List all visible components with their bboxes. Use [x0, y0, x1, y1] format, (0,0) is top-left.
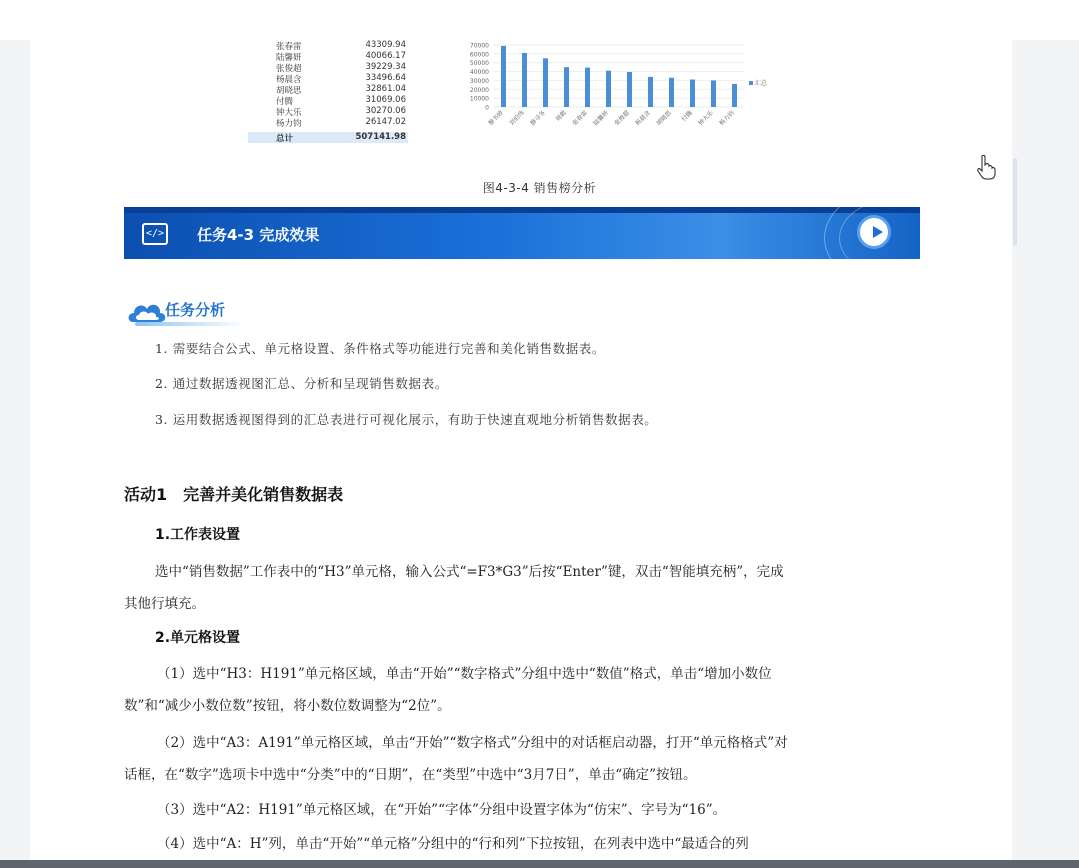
bar — [711, 80, 716, 107]
y-tick-label: 50000 — [469, 60, 489, 68]
table-row — [248, 62, 408, 73]
table-cell-name: 付腾 — [276, 97, 294, 107]
y-tick-label: 0 — [485, 104, 489, 112]
y-tick-label: 20000 — [469, 86, 489, 94]
table-total-row — [248, 132, 408, 143]
bar — [627, 72, 632, 107]
table-cell-value: 26147.02 — [365, 117, 406, 127]
bar — [585, 68, 590, 107]
activity-heading: 活动1 完善并美化销售数据表 — [124, 485, 344, 504]
table-cell-name: 杨力钧 — [276, 119, 302, 129]
paragraph-line: 话框，在“数字”选项卡中选中“分类”中的“日期”，在“类型”中选中“3月7日”，单击“确定”按钮。 — [124, 767, 697, 783]
x-tick-label: 杨晨含 — [634, 109, 652, 128]
y-tick-label: 40000 — [469, 69, 489, 77]
bar — [690, 80, 695, 107]
viewer-top-bar — [0, 0, 1079, 40]
bar — [606, 71, 611, 107]
subheading: 2.单元格设置 — [155, 630, 241, 646]
table-cell-value: 40066.17 — [365, 51, 406, 61]
bar — [669, 78, 674, 107]
table-row — [248, 51, 408, 62]
hand-cursor-icon — [976, 154, 996, 180]
bar — [564, 67, 569, 107]
paragraph-line: （2）选中“A3：A191”单元格区域，单击“开始”“数字格式”分组中的对话框启动器，打开“单元格格式”对 — [157, 735, 788, 751]
code-icon: </> — [142, 223, 168, 245]
x-tick-label: 黎书婷 — [487, 109, 505, 128]
table-cell-name: 钟大乐 — [276, 108, 302, 118]
bar — [522, 53, 527, 107]
paragraph-line: 其他行填充。 — [124, 596, 205, 612]
play-button[interactable] — [857, 215, 891, 249]
y-tick-label: 70000 — [469, 42, 489, 50]
section-banner — [124, 207, 920, 259]
bar — [543, 58, 548, 107]
play-icon — [873, 226, 883, 238]
task-analysis-item: 1. 需要结合公式、单元格设置、条件格式等功能进行完善和美化销售数据表。 — [155, 341, 606, 356]
header-underline — [135, 322, 245, 326]
table-row — [248, 106, 408, 117]
x-tick-label: 刘伯伟 — [508, 109, 526, 128]
paragraph-line: 数”和“减少小数位数”按钮，将小数位数调整为“2位”。 — [124, 698, 451, 714]
x-tick-label: 杨力钧 — [718, 109, 736, 128]
x-tick-label: 静寻冬 — [529, 109, 547, 128]
scrollbar-thumb[interactable] — [1013, 158, 1017, 246]
banner-top-stripe — [124, 207, 920, 213]
x-tick-label: 张俊超 — [613, 109, 631, 128]
x-tick-label: 付腾 — [680, 109, 694, 123]
y-tick-label: 10000 — [469, 95, 489, 103]
y-tick-label: 60000 — [469, 51, 489, 59]
bar — [501, 46, 506, 107]
table-row — [248, 73, 408, 84]
paragraph-line: （4）选中“A：H”列，单击“开始”“单元格”分组中的“行和列”下拉按钮，在列表中选中“最适合的列 — [157, 836, 749, 852]
bar — [732, 84, 737, 107]
bottom-bar — [0, 860, 1079, 868]
pivot-table-image — [248, 40, 408, 148]
task-analysis-title: 任务分析 — [165, 301, 226, 319]
pivot-chart — [455, 40, 785, 158]
x-tick-label: 胡晓思 — [655, 109, 673, 128]
x-tick-label: 钟大乐 — [697, 109, 715, 128]
table-cell-value: 39229.34 — [365, 62, 406, 72]
paragraph-line: 选中“销售数据”工作表中的“H3”单元格，输入公式“=F3*G3”后按“Enter”键，双击“智能填充柄”，完成 — [155, 564, 784, 580]
paragraph-line: （1）选中“H3：H191”单元格区域，单击“开始”“数字格式”分组中选中“数值”格式，单击“增加小数位 — [157, 666, 772, 682]
table-cell-value: 32861.04 — [365, 84, 406, 94]
table-cell-name: 胡晓思 — [276, 86, 302, 96]
table-cell-value: 507141.98 — [355, 132, 406, 142]
table-cell-name: 张俊超 — [276, 64, 302, 74]
task-analysis-header — [127, 296, 247, 330]
paragraph-line: （3）选中“A2：H191”单元格区域，在“开始”“字体”分组中设置字体为“仿宋”、字号为“16”。 — [157, 802, 727, 818]
subheading: 1.工作表设置 — [155, 527, 241, 543]
legend-label: 汇总 — [755, 80, 768, 87]
table-row — [248, 84, 408, 95]
task-analysis-item: 2. 通过数据透视图汇总、分析和呈现销售数据表。 — [155, 376, 448, 391]
table-row — [248, 117, 408, 128]
task-analysis-item: 3. 运用数据透视图得到的汇总表进行可视化展示，有助于快速直观地分析销售数据表。 — [155, 412, 658, 427]
table-cell-value: 43309.94 — [365, 40, 406, 50]
table-cell-value: 30270.06 — [365, 106, 406, 116]
legend-swatch — [749, 81, 753, 85]
table-cell-value: 33496.64 — [365, 73, 406, 83]
table-cell-name: 总计 — [276, 134, 294, 144]
y-tick-label: 30000 — [469, 77, 489, 85]
figure-caption: 图4-3-4 销售榜分析 — [482, 181, 597, 195]
banner-title: 任务4-3 完成效果 — [197, 226, 320, 244]
table-cell-value: 31069.06 — [365, 95, 406, 105]
x-tick-label: 周鹤 — [554, 109, 568, 123]
bar — [648, 77, 653, 107]
x-tick-label: 张春雷 — [571, 109, 589, 128]
table-cell-name: 杨晨含 — [276, 75, 302, 85]
table-row — [248, 40, 408, 51]
table-cell-name: 张春雷 — [276, 42, 302, 52]
bar-chart-svg — [455, 40, 785, 158]
table-cell-name: 陆馨妍 — [276, 53, 302, 63]
x-tick-label: 陆馨妍 — [592, 109, 610, 128]
table-row — [248, 95, 408, 106]
